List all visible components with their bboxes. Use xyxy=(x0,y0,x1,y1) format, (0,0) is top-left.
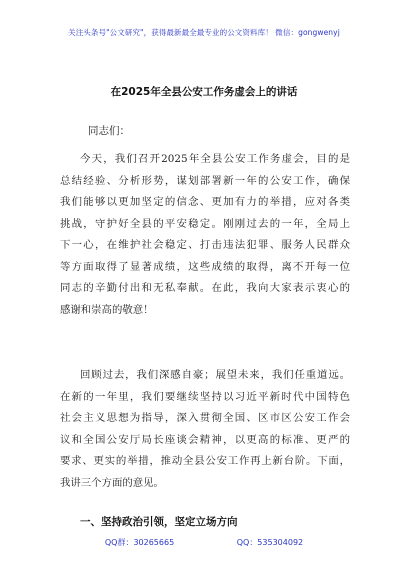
paragraph-line: 挑战，守护好全县的平安稳定。刚刚过去的一年，全局上 xyxy=(60,217,350,230)
paragraph-line: 下一心，在维护社会稳定、打击违法犯罪、服务人民群众 xyxy=(60,239,350,251)
paragraph-line: 议和全国公安厅局长座谈会精神，以更高的标准、更严的 xyxy=(60,433,350,446)
paragraph-opening xyxy=(60,149,350,321)
footer-qq-number: QQ：535304092 xyxy=(236,538,304,547)
paragraph-line: 总结经验、分析形势，谋划部署新一年的公安工作，确保 xyxy=(60,174,350,187)
section-heading: 一、坚持政治引领，坚定立场方向 xyxy=(80,516,238,528)
paragraph-line: 社会主义思想为指导，深入贯彻全国、区市区公安工作会 xyxy=(60,412,350,424)
paragraph-line: 我讲三个方面的意见。 xyxy=(60,476,164,489)
footer-qq-group: QQ群：30265665 xyxy=(104,538,175,547)
paragraph-line: 要求、更实的举措，推动全县公安工作再上新台阶。下面， xyxy=(60,455,350,467)
paragraph-line: 感谢和崇高的敬意！ xyxy=(60,303,154,316)
header-banner: 关注头条号"公文研究"，获得最新最全最专业的公文资料库！ 微信：gongwenyj xyxy=(68,28,340,37)
paragraph-line: 今天，我们召开2025年全县公安工作务虚会，目的是 xyxy=(80,153,350,165)
paragraph-line: 等方面取得了显著成绩，这些成绩的取得，离不开每一位 xyxy=(60,260,350,273)
paragraph-line: 回顾过去，我们深感自豪；展望未来，我们任重道远。 xyxy=(80,369,350,381)
document-title: 在2025年全县公安工作务虚会上的讲话 xyxy=(110,86,298,98)
paragraph-line: 在新的一年里，我们要继续坚持以习近平新时代中国特色 xyxy=(60,390,350,403)
paragraph-line: 我们能够以更加坚定的信念、更加有力的举措，应对各类 xyxy=(60,196,350,208)
salutation: 同志们： xyxy=(88,125,130,137)
paragraph-line: 同志的辛勤付出和无私奉献。在此，我向大家表示衷心的 xyxy=(60,282,350,294)
paragraph-review xyxy=(60,365,350,494)
footer-contact xyxy=(0,537,408,548)
